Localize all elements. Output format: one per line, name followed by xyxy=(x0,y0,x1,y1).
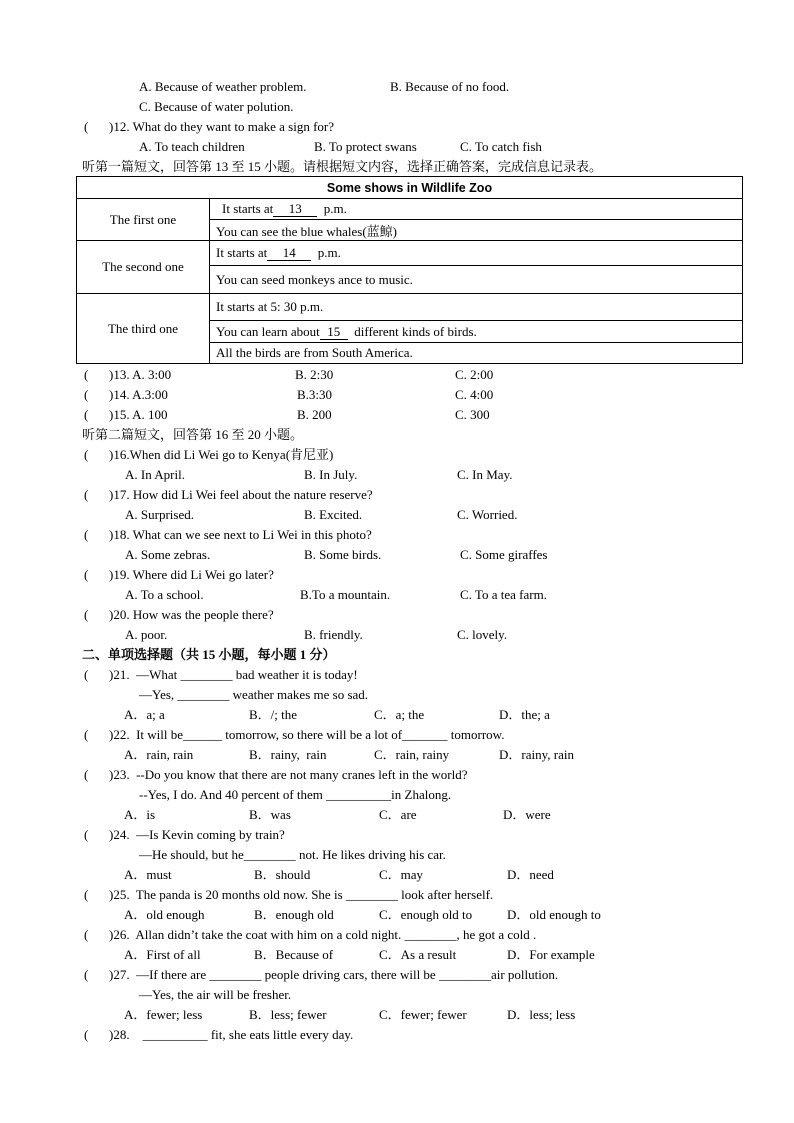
q19-option-a: A. To a school. xyxy=(125,587,204,602)
wildlife-zoo-table xyxy=(76,176,743,364)
q27-paren: ( xyxy=(84,967,89,982)
q24-line2: —He should, but he________ not. He likes driving his car. xyxy=(139,847,446,862)
q14-paren: ( xyxy=(84,387,89,402)
q24-paren: ( xyxy=(84,827,89,842)
table-caption: Some shows in Wildlife Zoo xyxy=(77,177,743,199)
q18-stem: )18. What can we see next to Li Wei in this photo? xyxy=(109,527,372,542)
q11-option-a: A. Because of weather problem. xyxy=(139,79,307,94)
q23-paren: ( xyxy=(84,767,89,782)
q12-option-b: B. To protect swans xyxy=(314,139,417,154)
q19-option-b: B.To a mountain. xyxy=(300,587,391,602)
section2-title: 二、单项选择题（共 15 小题，每小题 1 分） xyxy=(82,647,336,662)
q25-paren: ( xyxy=(84,887,89,902)
q15-option-b: B. 200 xyxy=(297,407,332,422)
q18-option-a: A. Some zebras. xyxy=(125,547,211,562)
q21-option-a: A．a; a xyxy=(124,707,165,722)
q26-paren: ( xyxy=(84,927,89,942)
q16-stem: )16.When did Li Wei go to Kenya(肯尼亚) xyxy=(109,447,334,462)
q20-option-a: A. poor. xyxy=(125,627,168,642)
q26-option-b: B．Because of xyxy=(254,947,334,962)
q21-line2: —Yes, ________ weather makes me so sad. xyxy=(139,687,369,702)
q18-option-b: B. Some birds. xyxy=(304,547,382,562)
q24-option-d: D．need xyxy=(507,867,554,882)
blank-13: 13 xyxy=(273,202,317,217)
q23-option-b: B．was xyxy=(249,807,291,822)
q23-stem: )23. --Do you know that there are not many cranes left in the world? xyxy=(109,767,468,782)
q21-option-d: D．the; a xyxy=(499,707,550,722)
q20-stem: )20. How was the people there? xyxy=(109,607,274,622)
q27-option-d: D．less; less xyxy=(507,1007,576,1022)
q23-option-a: A．is xyxy=(124,807,156,822)
table-cell: You can seed monkeys ance to music. xyxy=(210,266,743,294)
passage1-instruction: 听第一篇短文，回答第 13 至 15 小题。请根据短文内容，选择正确答案，完成信息记录表。 xyxy=(82,159,603,174)
q13-stem: )13. A. 3:00 xyxy=(109,367,172,382)
table-row-label: The first one xyxy=(77,199,210,241)
q17-option-b: B. Excited. xyxy=(304,507,363,522)
q25-option-c: C．enough old to xyxy=(379,907,473,922)
table-row-label: The third one xyxy=(77,294,210,364)
q22-stem: )22. It will be______ tomorrow, so there will be a lot of_______ tomorrow. xyxy=(109,727,505,742)
q12-stem: )12. What do they want to make a sign for? xyxy=(109,119,335,134)
q22-option-a: A．rain, rain xyxy=(124,747,194,762)
q15-option-c: C. 300 xyxy=(455,407,490,422)
q27-stem: )27. —If there are ________ people driving cars, there will be ________air pollution. xyxy=(109,967,559,982)
q25-option-b: B．enough old xyxy=(254,907,334,922)
passage2-instruction: 听第二篇短文，回答第 16 至 20 小题。 xyxy=(82,427,304,442)
table-cell: You can learn about 15 different kinds of birds. xyxy=(210,321,743,343)
table-cell: It starts at 5: 30 p.m. xyxy=(210,294,743,321)
q18-option-c: C. Some giraffes xyxy=(460,547,548,562)
table-cell: You can see the blue whales(蓝鲸) xyxy=(210,220,743,241)
q19-stem: )19. Where did Li Wei go later? xyxy=(109,567,274,582)
q16-paren: ( xyxy=(84,447,89,462)
q15-stem: )15. A. 100 xyxy=(109,407,168,422)
table-cell: All the birds are from South America. xyxy=(210,343,743,364)
q23-option-d: D．were xyxy=(503,807,551,822)
blank-15: 15 xyxy=(320,325,348,340)
q20-option-b: B. friendly. xyxy=(304,627,363,642)
q11-option-c: C. Because of water polution. xyxy=(139,99,294,114)
q16-option-a: A. In April. xyxy=(125,467,185,482)
q27-option-a: A．fewer; less xyxy=(124,1007,203,1022)
q17-stem: )17. How did Li Wei feel about the nature reserve? xyxy=(109,487,373,502)
q24-option-c: C．may xyxy=(379,867,424,882)
q14-option-b: B.3:30 xyxy=(297,387,333,402)
q25-option-a: A．old enough xyxy=(124,907,205,922)
blank-14: 14 xyxy=(267,246,311,261)
q22-paren: ( xyxy=(84,727,89,742)
q24-stem: )24. —Is Kevin coming by train? xyxy=(109,827,285,842)
q14-stem: )14. A.3:00 xyxy=(109,387,168,402)
q11-option-b: B. Because of no food. xyxy=(390,79,510,94)
q26-stem: )26. Allan didn’t take the coat with him on a cold night. ________, he got a cold . xyxy=(109,927,537,942)
q12-option-a: A. To teach children xyxy=(139,139,245,154)
q26-option-d: D．For example xyxy=(507,947,595,962)
q16-option-b: B. In July. xyxy=(304,467,358,482)
q21-stem: )21. —What ________ bad weather it is today! xyxy=(109,667,358,682)
q13-option-b: B. 2:30 xyxy=(295,367,334,382)
q20-paren: ( xyxy=(84,607,89,622)
q21-option-c: C．a; the xyxy=(374,707,425,722)
q20-option-c: C. lovely. xyxy=(457,627,508,642)
q16-option-c: C. In May. xyxy=(457,467,513,482)
q23-line2: --Yes, I do. And 40 percent of them __________in Zhalong. xyxy=(139,787,452,802)
q17-paren: ( xyxy=(84,487,89,502)
q28-paren: ( xyxy=(84,1027,89,1042)
q26-option-c: C．As a result xyxy=(379,947,457,962)
q22-option-b: B．rainy, rain xyxy=(249,747,327,762)
q12-option-c: C. To catch fish xyxy=(460,139,542,154)
q22-option-c: C．rain, rainy xyxy=(374,747,450,762)
q14-option-c: C. 4:00 xyxy=(455,387,494,402)
q19-option-c: C. To a tea farm. xyxy=(460,587,547,602)
table-row-label: The second one xyxy=(77,241,210,294)
q13-paren: ( xyxy=(84,367,89,382)
q25-stem: )25. The panda is 20 months old now. She is ________ look after herself. xyxy=(109,887,494,902)
q18-paren: ( xyxy=(84,527,89,542)
q28-stem: )28. __________ fit, she eats little every day. xyxy=(109,1027,354,1042)
q26-option-a: A．First of all xyxy=(124,947,201,962)
q27-line2: —Yes, the air will be fresher. xyxy=(139,987,292,1002)
q19-paren: ( xyxy=(84,567,89,582)
q13-option-c: C. 2:00 xyxy=(455,367,494,382)
q24-option-a: A．must xyxy=(124,867,172,882)
q21-option-b: B．/; the xyxy=(249,707,298,722)
q15-paren: ( xyxy=(84,407,89,422)
q23-option-c: C．are xyxy=(379,807,417,822)
q17-option-c: C. Worried. xyxy=(457,507,518,522)
q21-paren: ( xyxy=(84,667,89,682)
q22-option-d: D．rainy, rain xyxy=(499,747,574,762)
q27-option-c: C．fewer; fewer xyxy=(379,1007,467,1022)
q25-option-d: D．old enough to xyxy=(507,907,601,922)
table-cell: It starts at 13 p.m. xyxy=(210,199,743,220)
q27-option-b: B．less; fewer xyxy=(249,1007,327,1022)
q12-paren: ( xyxy=(84,119,89,134)
q24-option-b: B．should xyxy=(254,867,311,882)
table-cell: It starts at 14 p.m. xyxy=(210,241,743,266)
q17-option-a: A. Surprised. xyxy=(125,507,194,522)
